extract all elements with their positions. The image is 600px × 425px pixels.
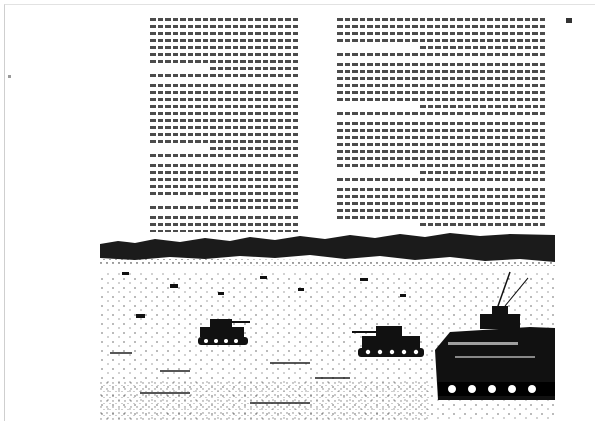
text-line xyxy=(150,98,300,101)
text-column-left xyxy=(150,18,300,244)
text-line xyxy=(150,192,300,195)
text-line xyxy=(150,133,300,136)
text-line xyxy=(150,53,300,56)
text-line xyxy=(337,91,545,94)
text-line xyxy=(150,185,300,188)
text-line xyxy=(150,178,300,181)
text-line xyxy=(150,25,300,28)
photo-illustration xyxy=(100,232,555,420)
text-line xyxy=(337,112,545,115)
scan-speck xyxy=(8,75,11,78)
text-line xyxy=(337,84,545,87)
text-line xyxy=(337,157,545,160)
text-line xyxy=(337,136,545,139)
text-line xyxy=(150,126,300,129)
text-line xyxy=(337,18,545,21)
text-line xyxy=(150,216,300,219)
text-line xyxy=(337,77,545,80)
text-line xyxy=(150,60,300,63)
text-line xyxy=(337,122,545,125)
text-line xyxy=(337,202,545,205)
text-line xyxy=(150,112,300,115)
text-column-right xyxy=(337,18,545,230)
text-line xyxy=(337,129,545,132)
text-line xyxy=(150,39,300,42)
text-line xyxy=(150,46,300,49)
text-line xyxy=(150,223,300,226)
text-line xyxy=(337,195,545,198)
text-line xyxy=(210,147,300,150)
text-line xyxy=(210,67,300,70)
text-line xyxy=(420,46,545,49)
text-line xyxy=(150,74,300,77)
text-line xyxy=(337,178,545,181)
text-line xyxy=(420,105,545,108)
text-line xyxy=(337,70,545,73)
text-line xyxy=(150,91,300,94)
text-line xyxy=(337,53,545,56)
text-line xyxy=(210,199,300,202)
text-line xyxy=(150,32,300,35)
text-line xyxy=(337,32,545,35)
text-line xyxy=(337,216,545,219)
text-line xyxy=(150,18,300,21)
text-line xyxy=(337,143,545,146)
text-line xyxy=(337,39,545,42)
scan-speck xyxy=(566,18,572,23)
text-line xyxy=(420,223,545,226)
text-line xyxy=(150,140,300,143)
text-line xyxy=(337,25,545,28)
text-line xyxy=(150,206,300,209)
text-line xyxy=(150,119,300,122)
text-line xyxy=(420,171,545,174)
text-line xyxy=(337,164,545,167)
text-line xyxy=(150,154,300,157)
text-line xyxy=(150,171,300,174)
text-line xyxy=(337,63,545,66)
photo-tanks-in-desert xyxy=(100,232,555,420)
text-line xyxy=(150,84,300,87)
text-line xyxy=(337,188,545,191)
text-line xyxy=(337,150,545,153)
text-line xyxy=(150,164,300,167)
text-line xyxy=(150,105,300,108)
text-line xyxy=(337,209,545,212)
text-line xyxy=(337,98,545,101)
